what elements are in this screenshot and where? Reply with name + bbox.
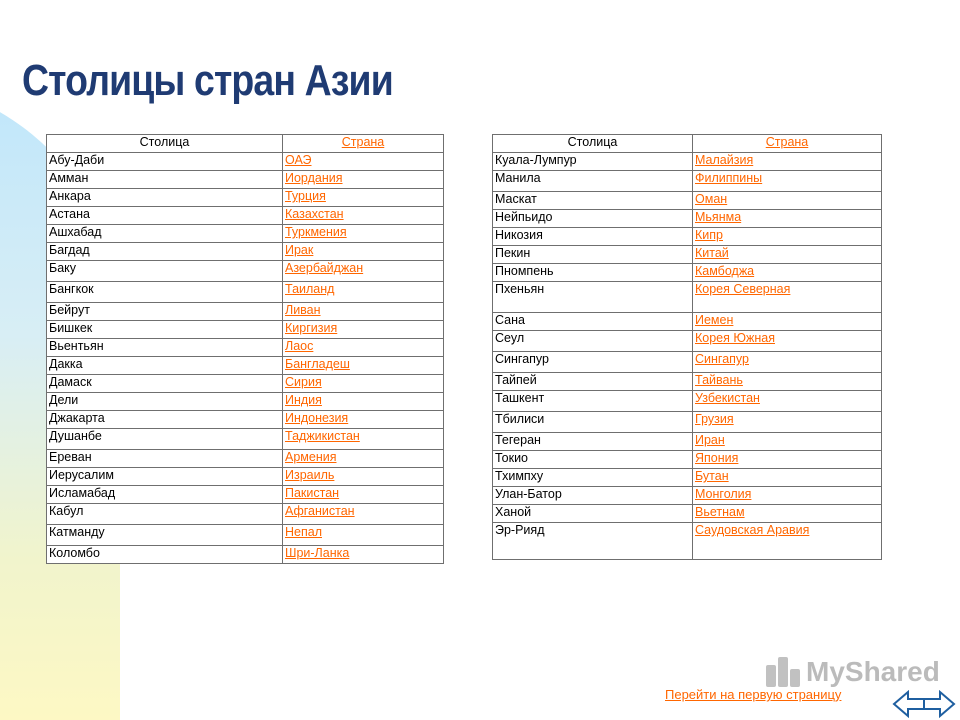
country-cell	[693, 192, 882, 210]
nav-arrow-right-icon[interactable]	[922, 690, 956, 718]
country-cell	[693, 171, 882, 192]
country-link[interactable]: Сингапур	[695, 352, 749, 366]
capital-cell: Тегеран	[493, 433, 693, 451]
page-title: Столицы стран Азии	[22, 56, 393, 105]
capital-cell: Баку	[47, 261, 283, 282]
country-link[interactable]: Малайзия	[695, 153, 754, 167]
country-cell	[283, 375, 444, 393]
country-link[interactable]: Камбоджа	[695, 264, 755, 278]
table-row	[493, 228, 882, 246]
capital-cell: Багдад	[47, 243, 283, 261]
table-row	[493, 487, 882, 505]
capital-cell: Эр-Рияд	[493, 523, 693, 560]
capital-cell: Куала-Лумпур	[493, 153, 693, 171]
country-link[interactable]: Азербайджан	[285, 261, 364, 275]
nav-arrow-left-icon[interactable]	[892, 690, 926, 718]
country-cell	[283, 429, 444, 450]
capital-cell: Тбилиси	[493, 412, 693, 433]
country-cell	[283, 303, 444, 321]
table-row	[493, 282, 882, 313]
capital-cell: Пномпень	[493, 264, 693, 282]
country-cell	[693, 210, 882, 228]
table-row	[493, 505, 882, 523]
table-row	[493, 391, 882, 412]
table-header-row	[47, 135, 444, 153]
country-link[interactable]: Непал	[285, 525, 322, 539]
capital-cell: Нейпьидо	[493, 210, 693, 228]
country-link[interactable]: Корея Северная	[695, 282, 791, 296]
country-link[interactable]: Монголия	[695, 487, 752, 501]
table-row	[47, 546, 444, 564]
capital-cell: Пхеньян	[493, 282, 693, 313]
header-country	[283, 135, 444, 153]
capital-cell: Манила	[493, 171, 693, 192]
table-row	[493, 352, 882, 373]
country-cell	[693, 153, 882, 171]
country-cell	[283, 411, 444, 429]
country-link[interactable]: Индонезия	[285, 411, 349, 425]
table-row	[47, 450, 444, 468]
myshared-logo	[766, 656, 940, 688]
country-cell	[693, 487, 882, 505]
country-cell	[283, 525, 444, 546]
capital-cell: Вьентьян	[47, 339, 283, 357]
capital-cell: Сеул	[493, 331, 693, 352]
country-cell	[693, 264, 882, 282]
country-cell	[693, 412, 882, 433]
table-row	[493, 246, 882, 264]
header-country-link[interactable]: Страна	[765, 135, 809, 149]
capital-cell: Абу-Даби	[47, 153, 283, 171]
country-link[interactable]: Турция	[285, 189, 326, 203]
table-row	[47, 504, 444, 525]
capital-cell: Коломбо	[47, 546, 283, 564]
capital-cell: Тайпей	[493, 373, 693, 391]
header-country-link[interactable]: Страна	[341, 135, 385, 149]
country-cell	[693, 523, 882, 560]
country-link[interactable]: Бангладеш	[285, 357, 350, 371]
country-link[interactable]: Мьянма	[695, 210, 742, 224]
myshared-logo-icon	[766, 657, 800, 687]
header-capital: Столица	[47, 135, 283, 153]
capital-cell: Токио	[493, 451, 693, 469]
country-link[interactable]: Сирия	[285, 375, 322, 389]
first-page-link[interactable]: Перейти на первую страницу	[665, 687, 842, 702]
table-row	[47, 153, 444, 171]
capital-cell: Бейрут	[47, 303, 283, 321]
country-cell	[283, 282, 444, 303]
country-cell	[283, 321, 444, 339]
country-link[interactable]: Япония	[695, 451, 739, 465]
country-cell	[693, 246, 882, 264]
country-link[interactable]: Израиль	[285, 468, 335, 482]
table-row	[47, 486, 444, 504]
country-cell	[693, 505, 882, 523]
country-cell	[693, 451, 882, 469]
capital-cell: Дакка	[47, 357, 283, 375]
country-link[interactable]: Тайвань	[695, 373, 743, 387]
country-cell	[283, 189, 444, 207]
country-link[interactable]: Пакистан	[285, 486, 340, 500]
country-cell	[693, 373, 882, 391]
country-link[interactable]: Вьетнам	[695, 505, 745, 519]
country-link[interactable]: Оман	[695, 192, 728, 206]
table-row	[493, 469, 882, 487]
table-row	[493, 451, 882, 469]
capital-cell: Ереван	[47, 450, 283, 468]
country-link[interactable]: Туркмения	[285, 225, 347, 239]
country-link[interactable]: Иран	[695, 433, 725, 447]
capitals-table-right	[492, 134, 882, 560]
capital-cell: Исламабад	[47, 486, 283, 504]
country-link[interactable]: Китай	[695, 246, 729, 260]
header-country	[693, 135, 882, 153]
country-link[interactable]: Саудовская Аравия	[695, 523, 810, 537]
capital-cell: Дамаск	[47, 375, 283, 393]
header-capital: Столица	[493, 135, 693, 153]
country-link[interactable]: Казахстан	[285, 207, 344, 221]
table-row	[47, 171, 444, 189]
table-row	[47, 468, 444, 486]
country-cell	[283, 153, 444, 171]
country-link[interactable]: Узбекистан	[695, 391, 760, 405]
capital-cell: Кабул	[47, 504, 283, 525]
capital-cell: Иерусалим	[47, 468, 283, 486]
country-link[interactable]: Иордания	[285, 171, 343, 185]
country-link[interactable]: Армения	[285, 450, 337, 464]
country-link[interactable]: Киргизия	[285, 321, 338, 335]
country-cell	[283, 357, 444, 375]
country-link[interactable]: ОАЭ	[285, 153, 312, 167]
capital-cell: Ашхабад	[47, 225, 283, 243]
country-cell	[283, 546, 444, 564]
capital-cell: Пекин	[493, 246, 693, 264]
country-cell	[283, 261, 444, 282]
capital-cell: Душанбе	[47, 429, 283, 450]
country-link[interactable]: Лаос	[285, 339, 314, 353]
table-row	[47, 393, 444, 411]
table-row	[47, 375, 444, 393]
country-link[interactable]: Ливан	[285, 303, 321, 317]
table-row	[493, 264, 882, 282]
country-cell	[693, 228, 882, 246]
table-row	[47, 261, 444, 282]
country-cell	[283, 171, 444, 189]
table-row	[47, 207, 444, 225]
capital-cell: Амман	[47, 171, 283, 189]
table-row	[47, 225, 444, 243]
table-row	[493, 373, 882, 391]
country-cell	[283, 339, 444, 357]
capital-cell: Анкара	[47, 189, 283, 207]
capital-cell: Тхимпху	[493, 469, 693, 487]
country-link[interactable]: Кипр	[695, 228, 723, 242]
table-row	[47, 411, 444, 429]
country-cell	[283, 486, 444, 504]
table-row	[493, 313, 882, 331]
country-cell	[283, 243, 444, 261]
table-row	[47, 525, 444, 546]
table-row	[47, 429, 444, 450]
table-header-row	[493, 135, 882, 153]
table-row	[47, 321, 444, 339]
table-row	[493, 153, 882, 171]
table-row	[493, 412, 882, 433]
country-cell	[283, 207, 444, 225]
table-row	[493, 331, 882, 352]
capital-cell: Сингапур	[493, 352, 693, 373]
table-row	[493, 523, 882, 560]
country-cell	[693, 331, 882, 352]
country-cell	[283, 450, 444, 468]
country-link[interactable]: Бутан	[695, 469, 729, 483]
table-row	[47, 189, 444, 207]
table-row	[493, 433, 882, 451]
country-link[interactable]: Таджикистан	[285, 429, 360, 443]
capitals-table-left	[46, 134, 444, 564]
capital-cell: Маскат	[493, 192, 693, 210]
table-row	[493, 171, 882, 192]
capital-cell: Ташкент	[493, 391, 693, 412]
capital-cell: Астана	[47, 207, 283, 225]
country-link[interactable]: Таиланд	[285, 282, 335, 296]
capital-cell: Никозия	[493, 228, 693, 246]
country-link[interactable]: Грузия	[695, 412, 734, 426]
country-link[interactable]: Корея Южная	[695, 331, 775, 345]
table-row	[493, 192, 882, 210]
country-link[interactable]: Индия	[285, 393, 322, 407]
table-row	[47, 303, 444, 321]
country-link[interactable]: Афганистан	[285, 504, 355, 518]
country-cell	[283, 468, 444, 486]
country-cell	[693, 282, 882, 313]
table-row	[47, 339, 444, 357]
country-cell	[693, 352, 882, 373]
country-link[interactable]: Ирак	[285, 243, 314, 257]
capital-cell: Улан-Батор	[493, 487, 693, 505]
logo-text: MyShared	[806, 656, 940, 687]
capital-cell: Бишкек	[47, 321, 283, 339]
country-cell	[693, 433, 882, 451]
country-link[interactable]: Иемен	[695, 313, 734, 327]
capital-cell: Дели	[47, 393, 283, 411]
capital-cell: Катманду	[47, 525, 283, 546]
country-cell	[283, 504, 444, 525]
capital-cell: Джакарта	[47, 411, 283, 429]
capital-cell: Сана	[493, 313, 693, 331]
country-link[interactable]: Филиппины	[695, 171, 763, 185]
country-cell	[283, 225, 444, 243]
country-link[interactable]: Шри-Ланка	[285, 546, 350, 560]
table-row	[493, 210, 882, 228]
capital-cell: Бангкок	[47, 282, 283, 303]
country-cell	[693, 469, 882, 487]
capital-cell: Ханой	[493, 505, 693, 523]
country-cell	[693, 391, 882, 412]
country-cell	[283, 393, 444, 411]
table-row	[47, 282, 444, 303]
country-cell	[693, 313, 882, 331]
table-row	[47, 357, 444, 375]
table-row	[47, 243, 444, 261]
